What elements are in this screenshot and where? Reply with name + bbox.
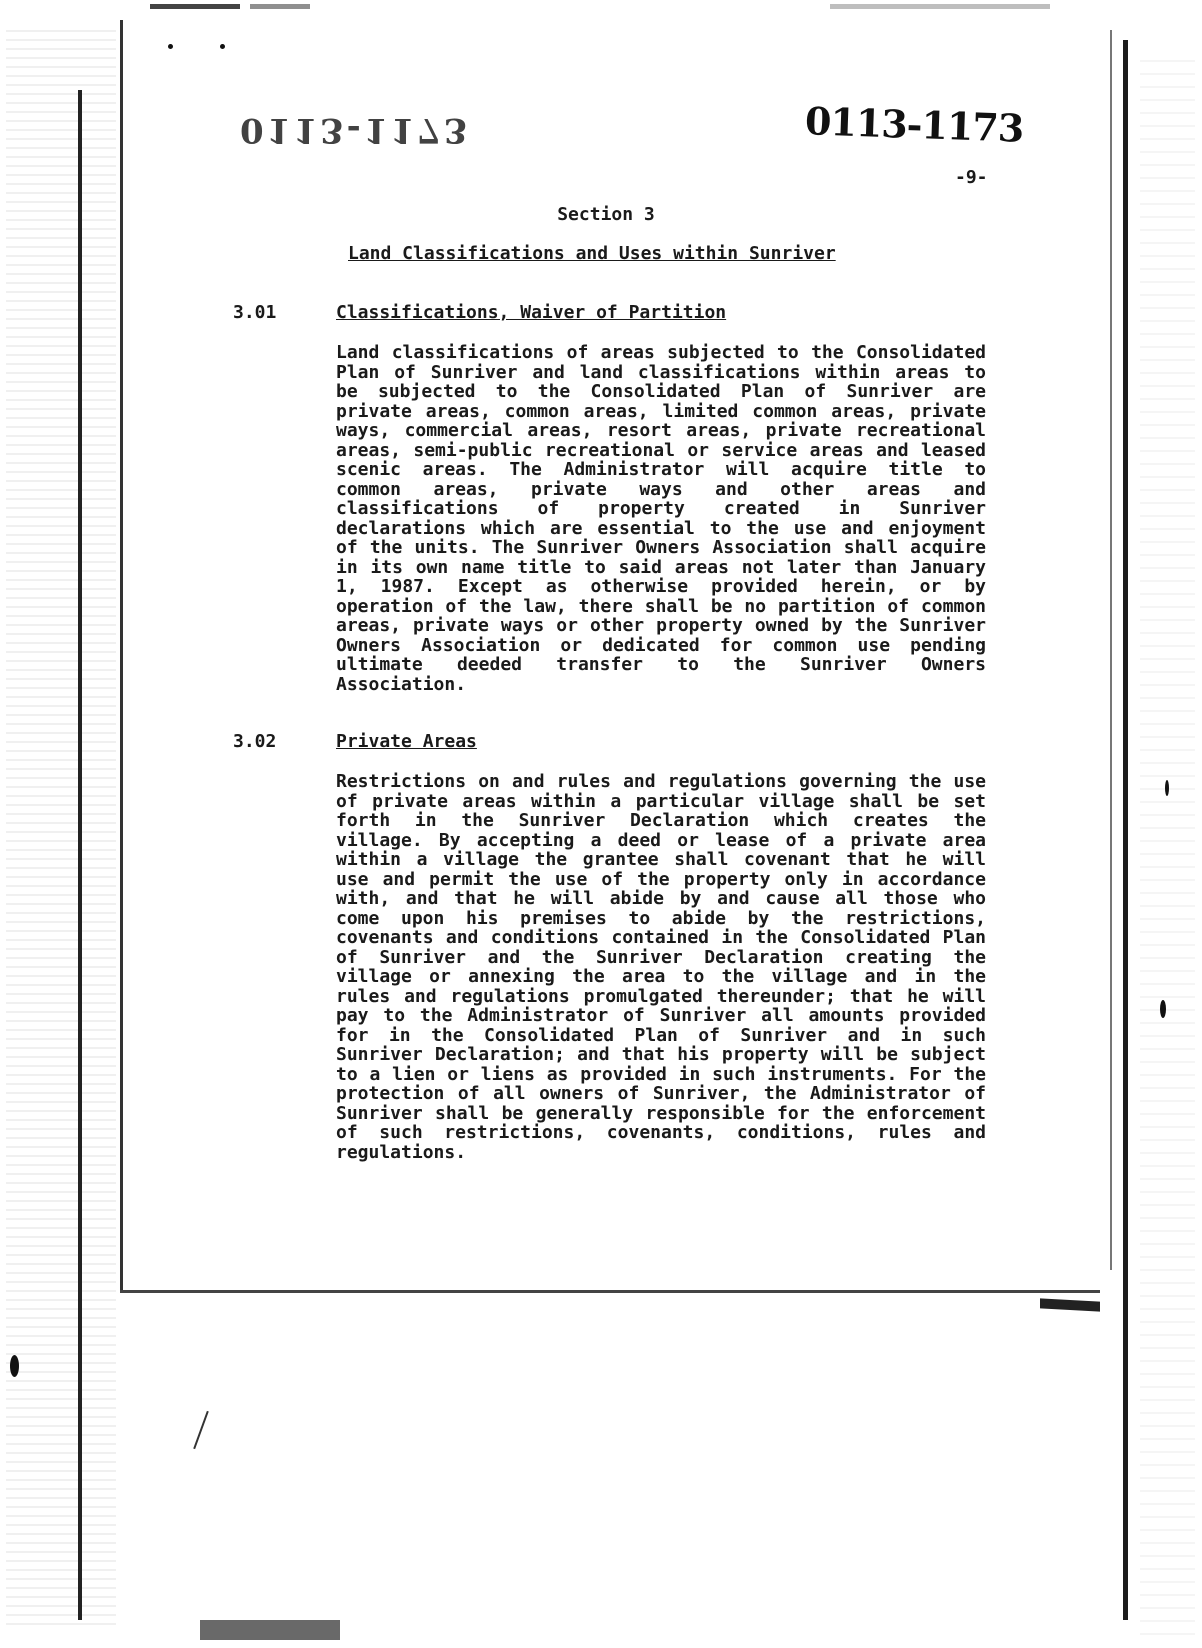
subsection-body: Land classifications of areas subjected to the Consolidated Plan of Sunriver and land classifications within areas to be subjected to the Consolidated Plan of Sunriver are private areas, common areas, limited common areas, private ways, commercial areas, resort areas, private recreational areas, semi-public recreational or service areas and leased scenic areas. The Administrator will acquire title to common areas, private ways and other areas and classifications of property created in Sunriver declarations which are essential to the use and enjoyment of the units. The Sunriver Owners Association shall acquire in its own name title to said areas not later than January 1, 1987. Except as otherwise provided herein, or by operation of the law, there shall be no partition of common areas, private ways or other property owned by the Sunriver Owners Association or dedicated for common use pending ultimate deeded transfer to the Sunriver Owners Association. bbox=[336, 342, 986, 695]
section-subtitle: Land Classifications and Uses within Sunriver bbox=[348, 243, 836, 264]
scan-dot bbox=[168, 44, 173, 49]
scan-dot bbox=[1165, 780, 1169, 796]
subsection-heading: Private Areas bbox=[336, 731, 477, 752]
subsection-heading: Classifications, Waiver of Partition bbox=[336, 302, 727, 323]
scan-dot bbox=[10, 1355, 19, 1377]
scan-smudge bbox=[150, 4, 240, 9]
scan-dot bbox=[1160, 1000, 1166, 1018]
page-bottom-edge bbox=[120, 1290, 1100, 1293]
subsection-number: 3.01 bbox=[233, 302, 277, 323]
scan-edge-left bbox=[78, 90, 82, 1620]
page-number: -9- bbox=[955, 167, 988, 188]
book-page-stamp-mirrored: 0113-1173 bbox=[240, 110, 471, 150]
subsection-body: Restrictions on and rules and regulations governing the use of private areas within a particular village shall be set forth in the Sunriver Declaration which creates the village. By accepting a deed or lease of a private area within a village the grantee shall covenant that he will use and permit the use of the property only in accordance with, and that he will abide by and cause all those who come upon his premises to abide by the restrictions, covenants and conditions contained in the Consolidated Plan of Sunriver and the Sunriver Declaration creating the village or annexing the area to the village and in the rules and regulations promulgated thereunder; that he will pay to the Administrator of Sunriver all amounts provided for in the Consolidated Plan of Sunriver and in such Sunriver Declaration; and that his property will be subject to a lien or liens as provided in such instruments. For the protection of all owners of Sunriver, the Administrator of Sunriver shall be generally responsible for the enforcement of such restrictions, covenants, conditions, rules and regulations. bbox=[336, 771, 986, 1163]
scan-smudge bbox=[200, 1620, 340, 1640]
subsection-number: 3.02 bbox=[233, 731, 277, 752]
scan-edge-right bbox=[1123, 40, 1128, 1620]
book-page-stamp: 0113-1173 bbox=[804, 98, 1025, 151]
scan-smudge bbox=[250, 4, 310, 9]
scan-smudge bbox=[830, 4, 1050, 9]
scan-dot bbox=[220, 44, 225, 49]
pen-mark bbox=[193, 1411, 209, 1449]
section-title: Section 3 bbox=[557, 204, 655, 225]
scan-noise-left bbox=[6, 30, 116, 1630]
scan-smudge bbox=[1040, 1298, 1100, 1311]
scan-noise-right bbox=[1140, 60, 1195, 1640]
